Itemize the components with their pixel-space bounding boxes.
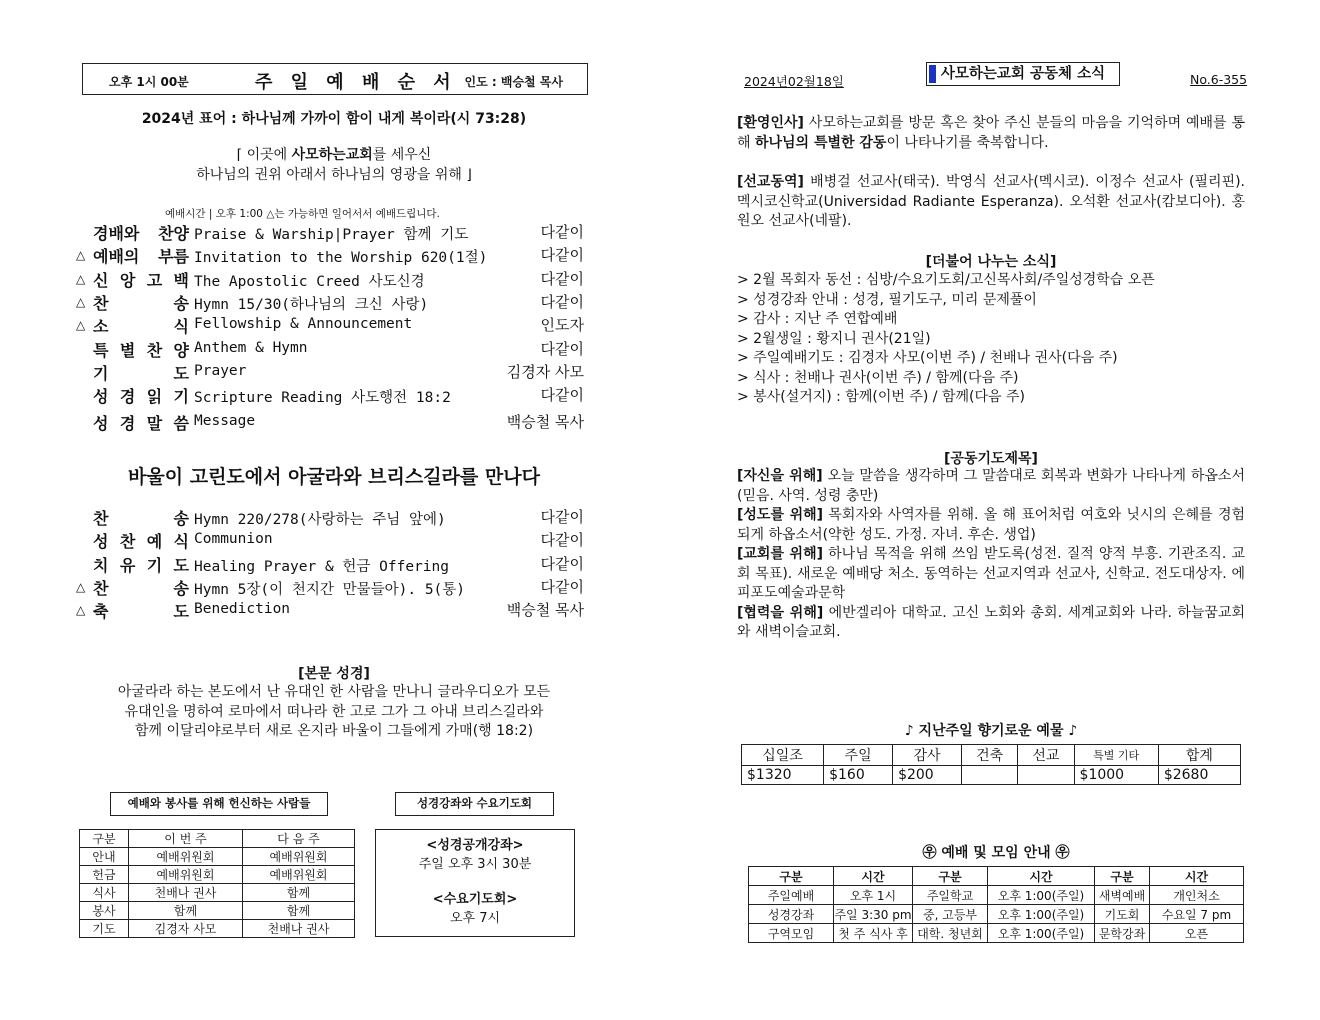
order-item (76, 529, 588, 551)
prayer-item (737, 545, 1245, 604)
table-header: 구분 (1095, 867, 1150, 886)
vision-text: 를 세우신 (372, 147, 432, 163)
order-who: 다같이 (540, 386, 584, 405)
welcome-label: [환영인사] (737, 115, 804, 131)
order-item (76, 268, 588, 290)
table-row (742, 766, 1241, 785)
scripture-line: 아굴라라 하는 본도에서 난 유대인 한 사람을 만나니 글라우디오가 모든 (117, 684, 551, 700)
table-header: 선교 (1018, 745, 1074, 766)
table-row (749, 924, 1244, 943)
scripture-line: 유대인을 명하여 로마에서 떠나라 한 고로 그가 그 아내 브리스길라와 (124, 703, 544, 720)
study-box (375, 829, 575, 937)
order-mark: △ (76, 579, 86, 594)
order-mark: △ (76, 294, 86, 309)
sermon-title: 바울이 고린도에서 아굴라와 브리스길라를 만나다 (128, 466, 540, 488)
table-cell: 오후 1:00(주일) (988, 905, 1095, 924)
order-who: 다같이 (540, 269, 584, 288)
order-who: 다같이 (540, 531, 584, 550)
offering-title: ♪ 지난주일 향기로운 예물 ♪ (904, 723, 1078, 739)
order-name: 찬 송 (93, 578, 189, 598)
worship-order-title: 주 일 예 배 순 서 (255, 72, 457, 93)
service-time: 오후 1시 00분 (109, 75, 189, 89)
table-cell: 새벽예배 (1095, 886, 1150, 905)
order-desc: Praise & Warship|Prayer 함께 기도 (194, 227, 469, 243)
table-cell: 안내 (80, 848, 129, 866)
order-item (76, 291, 588, 313)
order-name: 찬 송 (93, 293, 189, 313)
prayer-list (737, 467, 1245, 643)
prayer-item (737, 467, 1245, 506)
welcome-paragraph (737, 114, 1245, 153)
prayer-text: 목회자와 사역자를 위해. 올 해 표어처럼 여호와 닛시의 은혜를 경험되게 하옵소서(약한 성도. 가정. 자녀. 후손. 생업) (737, 507, 1245, 543)
table-cell: 오후 1시 (834, 886, 913, 905)
order-item (76, 384, 588, 406)
vision-text: ⌈ 이곳에 (236, 147, 292, 163)
order-item (76, 411, 588, 433)
table-cell: 오픈 (1150, 924, 1244, 943)
table-cell: 천배나 권사 (129, 884, 243, 902)
table-cell: $200 (893, 766, 962, 785)
welcome-text: 사모하는교회를 방문 혹은 찾아 주신 분들의 마음을 기억하며 예배를 통해 (737, 115, 1245, 151)
table-cell: 예배위원회 (243, 866, 355, 884)
news-title: [더불어 나누는 소식] (925, 254, 1057, 270)
prayer-label: [성도를 위해] (737, 507, 824, 523)
prayer-label: [교회를 위해] (737, 546, 823, 562)
table-cell: 주일 3:30 pm (834, 905, 913, 924)
table-cell: 주일예배 (749, 886, 834, 905)
table-cell: 기도회 (1095, 905, 1150, 924)
order-who: 다같이 (540, 577, 584, 596)
order-item (76, 221, 588, 243)
order-name: 기 도 (93, 363, 189, 383)
order-name: 신 앙 고 백 (93, 270, 189, 290)
order-item (76, 506, 588, 528)
order-who: 인도자 (540, 316, 584, 335)
order-item (76, 244, 588, 266)
table-cell: 오후 1:00(주일) (988, 924, 1095, 943)
table-cell: 중, 고등부 (913, 905, 988, 924)
table-header: 주일 (824, 745, 893, 766)
table-cell: 헌금 (80, 866, 129, 884)
order-desc: Hymn 15/30(하나님의 크신 사랑) (194, 296, 429, 313)
table-cell: 천배나 권사 (243, 920, 355, 938)
table-header: 다 음 주 (243, 830, 355, 848)
meetings-table (748, 866, 1244, 943)
order-desc: Prayer (194, 362, 247, 379)
order-desc: Invitation to the Worship 620(1절) (194, 250, 488, 267)
order-item (76, 599, 588, 621)
order-who: 다같이 (540, 223, 584, 241)
prayer-text: 에반겔리아 대학교. 고신 노회와 총회. 세계교회와 나라. 하늘꿈교회와 새벽이슬교회. (737, 604, 1245, 640)
mission-label: [선교동역] (737, 174, 804, 190)
table-header-row (80, 830, 355, 848)
news-list (737, 271, 1155, 408)
table-row (80, 902, 355, 920)
table-cell: 성경강좌 (749, 905, 834, 924)
order-mark: △ (76, 248, 86, 263)
order-who: 다같이 (540, 339, 584, 358)
order-item (76, 576, 588, 598)
table-header: 시간 (834, 867, 913, 886)
order-mark: △ (76, 603, 86, 618)
table-header: 시간 (988, 867, 1095, 886)
table-cell: 문학강좌 (1095, 924, 1150, 943)
table-cell: 예배위원회 (129, 848, 243, 866)
order-item (76, 314, 588, 336)
prayer-label: [자신을 위해] (737, 468, 823, 484)
order-name: 특 별 찬 양 (93, 340, 189, 360)
mission-paragraph (737, 173, 1245, 232)
news-item: > 주일예배기도 : 김경자 사모(이번 주) / 천배나 권사(다음 주) (737, 350, 1118, 366)
table-cell: 오후 1:00(주일) (988, 886, 1095, 905)
table-cell: 함께 (243, 902, 355, 920)
table-cell (962, 766, 1018, 785)
scripture-line: 함께 이달리야로부터 새로 온지라 바울이 그들에게 가매(행 18:2) (134, 723, 534, 739)
order-desc: Hymn 5장(이 천지간 만물들아). 5(통) (194, 581, 466, 598)
offering-table (741, 744, 1241, 785)
table-cell: $2680 (1158, 766, 1240, 785)
mission-text: 배병걸 선교사(태국). 박영식 선교사(멕시코). 이정수 선교사 (필리핀). 멕시코신학교(Universidad Radiante Esperanza). 오석환 선교사(캄보디아). 홍원오 선교사(네팔). (737, 174, 1245, 229)
order-desc: Anthem & Hymn (194, 339, 308, 356)
study-item-title: <수요기도회> (432, 892, 518, 907)
order-who: 다같이 (540, 508, 584, 526)
table-row (749, 905, 1244, 924)
order-who: 백승철 목사 (506, 413, 584, 431)
table-cell: 개인처소 (1150, 886, 1244, 905)
table-cell: 수요일 7 pm (1150, 905, 1244, 924)
table-header: 구분 (913, 867, 988, 886)
table-cell: 첫 주 식사 후 (834, 924, 913, 943)
study-item-title: <성경공개강좌> (426, 838, 524, 853)
order-name: 성 경 읽 기 (93, 387, 189, 407)
welcome-text: 이 나타나기를 축복합니다. (886, 134, 1049, 151)
table-cell: 함께 (129, 902, 243, 920)
order-who: 백승철 목사 (506, 601, 584, 620)
scripture-title: [본문 성경] (298, 666, 370, 682)
order-name: 치 유 기 도 (93, 555, 189, 575)
news-item: > 봉사(설거지) : 함께(이번 주) / 함께(다음 주) (737, 389, 1025, 405)
table-cell: 김경자 사모 (129, 920, 243, 938)
table-cell: 예배위원회 (129, 866, 243, 884)
order-name: 찬 송 (93, 509, 189, 528)
order-who: 다같이 (540, 554, 584, 573)
table-header: 건축 (962, 745, 1018, 766)
order-mark: △ (76, 318, 86, 333)
table-cell (1018, 766, 1074, 785)
table-row (80, 884, 355, 902)
meetings-title: ㉾ 예배 및 모임 안내 ㉾ (922, 845, 1070, 861)
order-item (76, 338, 588, 360)
table-header: 특별 기타 (1074, 745, 1158, 766)
table-row (749, 886, 1244, 905)
table-header: 구분 (80, 830, 129, 848)
vision-line-2: 하나님의 권위 아래서 하나님의 영광을 위해 ⌋ (196, 167, 472, 183)
order-name: 소 식 (93, 317, 189, 337)
order-desc: Communion (194, 531, 273, 548)
vision-church-name: 사모하는교회 (291, 147, 373, 163)
table-row (80, 848, 355, 866)
servants-table (79, 829, 355, 938)
table-header: 십일조 (742, 745, 824, 766)
servants-label: 예배와 봉사를 위해 헌신하는 사람들 (110, 792, 328, 816)
scripture-text (82, 683, 586, 742)
order-who: 다같이 (540, 246, 584, 265)
order-name: 예배의 부름 (93, 247, 189, 267)
table-row (80, 920, 355, 938)
table-cell: $1000 (1074, 766, 1158, 785)
news-header-title: 사모하는교회 공동체 소식 (940, 66, 1106, 82)
table-cell: $1320 (742, 766, 824, 785)
vision-line-1 (82, 144, 586, 164)
order-name: 축 도 (93, 602, 189, 622)
table-header: 합계 (1158, 745, 1240, 766)
news-header (926, 62, 1120, 86)
study-item-time: 오후 7시 (449, 911, 501, 926)
table-cell: 봉사 (80, 902, 129, 920)
order-desc: Scripture Reading 사도행전 18:2 (194, 390, 451, 407)
order-who: 김경자 사모 (506, 362, 584, 381)
annual-motto: 2024년 표어 : 하나님께 가까이 함이 내게 복이라(시 73:28) (141, 111, 527, 127)
table-cell: 예배위원회 (243, 848, 355, 866)
news-item: > 2월생일 : 황지니 권사(21일) (737, 330, 931, 347)
news-item: > 2월 목회자 동선 : 심방/수요기도회/고신목사회/주일성경학습 오픈 (737, 272, 1155, 288)
prayer-text: 하나님 목적을 위해 쓰임 받도록(성전. 질적 양적 부흥. 기관조직. 교회 목표). 새로운 예배당 처소. 동역하는 선교지역과 선교사, 신학교. 전도대상자. 에피포도예술과문학 (737, 546, 1245, 601)
bulletin-date: 2024년02월18일 (744, 74, 844, 89)
order-name: 성 경 말 씀 (93, 414, 189, 433)
table-cell: 기도 (80, 920, 129, 938)
issue-number: No.6-355 (1190, 72, 1248, 87)
table-header: 감사 (893, 745, 962, 766)
study-label: 성경강좌와 수요기도회 (395, 792, 554, 816)
order-item (76, 361, 588, 383)
news-item: > 식사 : 천배나 권사(이번 주) / 함께(다음 주) (737, 369, 1019, 386)
order-name: 경배와 찬양 (93, 224, 189, 243)
table-cell: 주일학교 (913, 886, 988, 905)
order-name: 성 찬 예 식 (93, 532, 189, 552)
table-header-row (749, 867, 1244, 886)
welcome-bold: 하나님의 특별한 감동 (754, 134, 887, 151)
header-accent-bar (929, 65, 936, 83)
service-leader: 인도 : 백승철 목사 (464, 75, 563, 89)
table-cell: 함께 (243, 884, 355, 902)
order-desc: Hymn 220/278(사랑하는 주님 앞에) (194, 512, 446, 528)
news-item: > 감사 : 지난 주 연합예배 (737, 311, 898, 327)
order-who: 다같이 (540, 292, 584, 311)
table-row (80, 866, 355, 884)
table-cell: 구역모임 (749, 924, 834, 943)
table-header: 시간 (1150, 867, 1244, 886)
prayer-item (737, 604, 1245, 643)
table-cell: $160 (824, 766, 893, 785)
service-notice: 예배시간 | 오후 1:00 △는 가능하면 일어서서 예배드립니다. (165, 208, 440, 220)
table-header-row (742, 745, 1241, 766)
order-desc: Fellowship & Announcement (194, 316, 413, 333)
table-cell: 대학. 청년회 (913, 924, 988, 943)
order-desc: Healing Prayer & 헌금 Offering (194, 558, 449, 575)
prayer-label: [협력을 위해] (737, 604, 824, 621)
worship-order-header (82, 63, 588, 95)
table-header: 구분 (749, 867, 834, 886)
order-desc: The Apostolic Creed 사도신경 (194, 273, 425, 290)
order-mark: △ (76, 271, 86, 286)
prayer-title: [공동기도제목] (944, 451, 1038, 467)
news-item: > 성경강좌 안내 : 성경, 필기도구, 미리 문제풀이 (737, 291, 1037, 308)
prayer-item (737, 506, 1245, 545)
table-header: 이 번 주 (129, 830, 243, 848)
prayer-text: 오늘 말씀을 생각하며 그 말씀대로 회복과 변화가 나타나게 하옵소서(믿음. 사역. 성령 충만) (737, 468, 1245, 504)
order-desc: Benediction (194, 601, 291, 618)
order-desc: Message (194, 413, 256, 429)
order-item (76, 553, 588, 575)
table-cell: 식사 (80, 884, 129, 902)
study-item-time: 주일 오후 3시 30분 (418, 857, 532, 872)
